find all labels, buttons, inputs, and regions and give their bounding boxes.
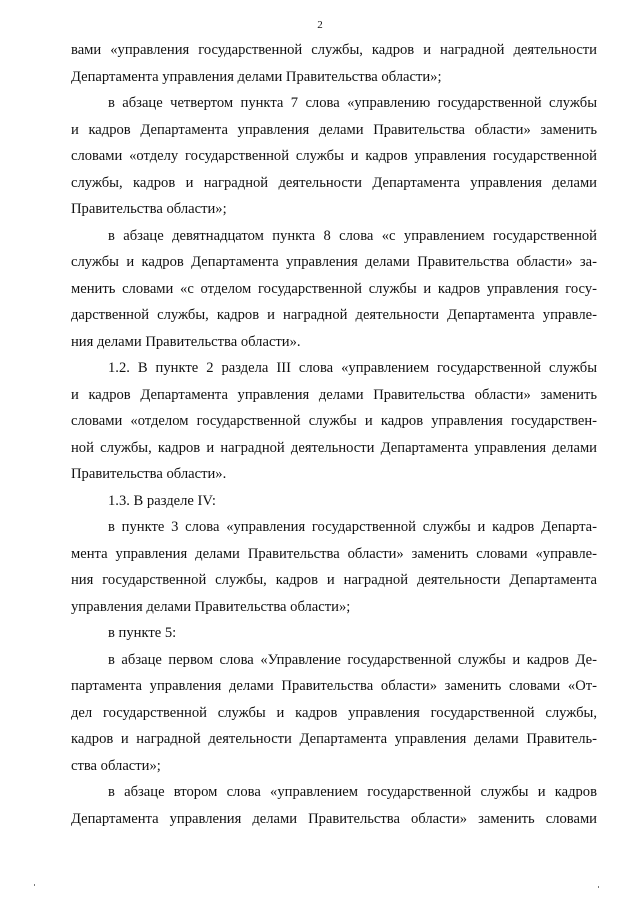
scan-speck xyxy=(598,886,599,888)
text-line: Правительства области»; xyxy=(71,201,227,217)
text-line: Департамента управления делами Правительства области»; xyxy=(71,68,442,85)
scan-speck xyxy=(34,884,35,886)
text-line: 1.2. В пункте 2 раздела III слова «управлением государственной службы xyxy=(108,360,597,376)
text-line: словами «отделу государственной службы и кадров управления государственной xyxy=(71,148,597,164)
text-line: Правительства области». xyxy=(71,466,227,482)
text-line: службы и кадров Департамента управления делами Правительства области» за- xyxy=(71,254,597,270)
page-number: 2 xyxy=(317,19,323,31)
text-line: в абзаце первом слова «Управление государственной службы и кадров Де- xyxy=(108,651,597,668)
text-line: в абзаце четвертом пункта 7 слова «управлению государственной службы xyxy=(108,95,597,111)
text-line: в абзаце втором слова «управлением государственной службы и кадров xyxy=(108,784,597,800)
text-line: вами «управления государственной службы, кадров и наградной деятельности xyxy=(71,42,597,58)
text-line: в абзаце девятнадцатом пункта 8 слова «с управлением государственной xyxy=(108,227,597,244)
document-body xyxy=(71,37,597,832)
text-line: в пункте 3 слова «управления государственной службы и кадров Департа- xyxy=(108,519,597,535)
text-line: ства области»; xyxy=(71,757,161,774)
text-line: кадров и наградной деятельности Департамента управления делами Правитель- xyxy=(71,731,597,747)
text-line: управления делами Правительства области»; xyxy=(71,598,351,615)
text-line: ной службы, кадров и наградной деятельности Департамента управления делами xyxy=(71,439,597,456)
text-line: дел государственной службы и кадров управления государственной службы, xyxy=(71,704,597,721)
text-line: службы, кадров и наградной деятельности Департамента управления делами xyxy=(71,174,597,191)
text-line: мента управления делами Правительства области» заменить словами «управле- xyxy=(71,545,597,562)
text-line: ния государственной службы, кадров и наградной деятельности Департамента xyxy=(71,572,597,588)
text-line: Департамента управления делами Правительства области» заменить словами xyxy=(71,810,597,827)
text-line: партамента управления делами Правительства области» заменить словами «От- xyxy=(71,678,597,694)
text-line: ния делами Правительства области». xyxy=(71,333,301,350)
text-line: менить словами «с отделом государственной службы и кадров управления госу- xyxy=(71,280,597,297)
text-line: словами «отделом государственной службы и кадров управления государствен- xyxy=(71,413,597,429)
text-line: дарственной службы, кадров и наградной деятельности Департамента управле- xyxy=(71,307,597,323)
text-line: в пункте 5: xyxy=(108,625,177,641)
text-line: и кадров Департамента управления делами Правительства области» заменить xyxy=(71,386,597,403)
text-line: 1.3. В разделе IV: xyxy=(108,492,216,509)
text-line: и кадров Департамента управления делами Правительства области» заменить xyxy=(71,121,597,138)
